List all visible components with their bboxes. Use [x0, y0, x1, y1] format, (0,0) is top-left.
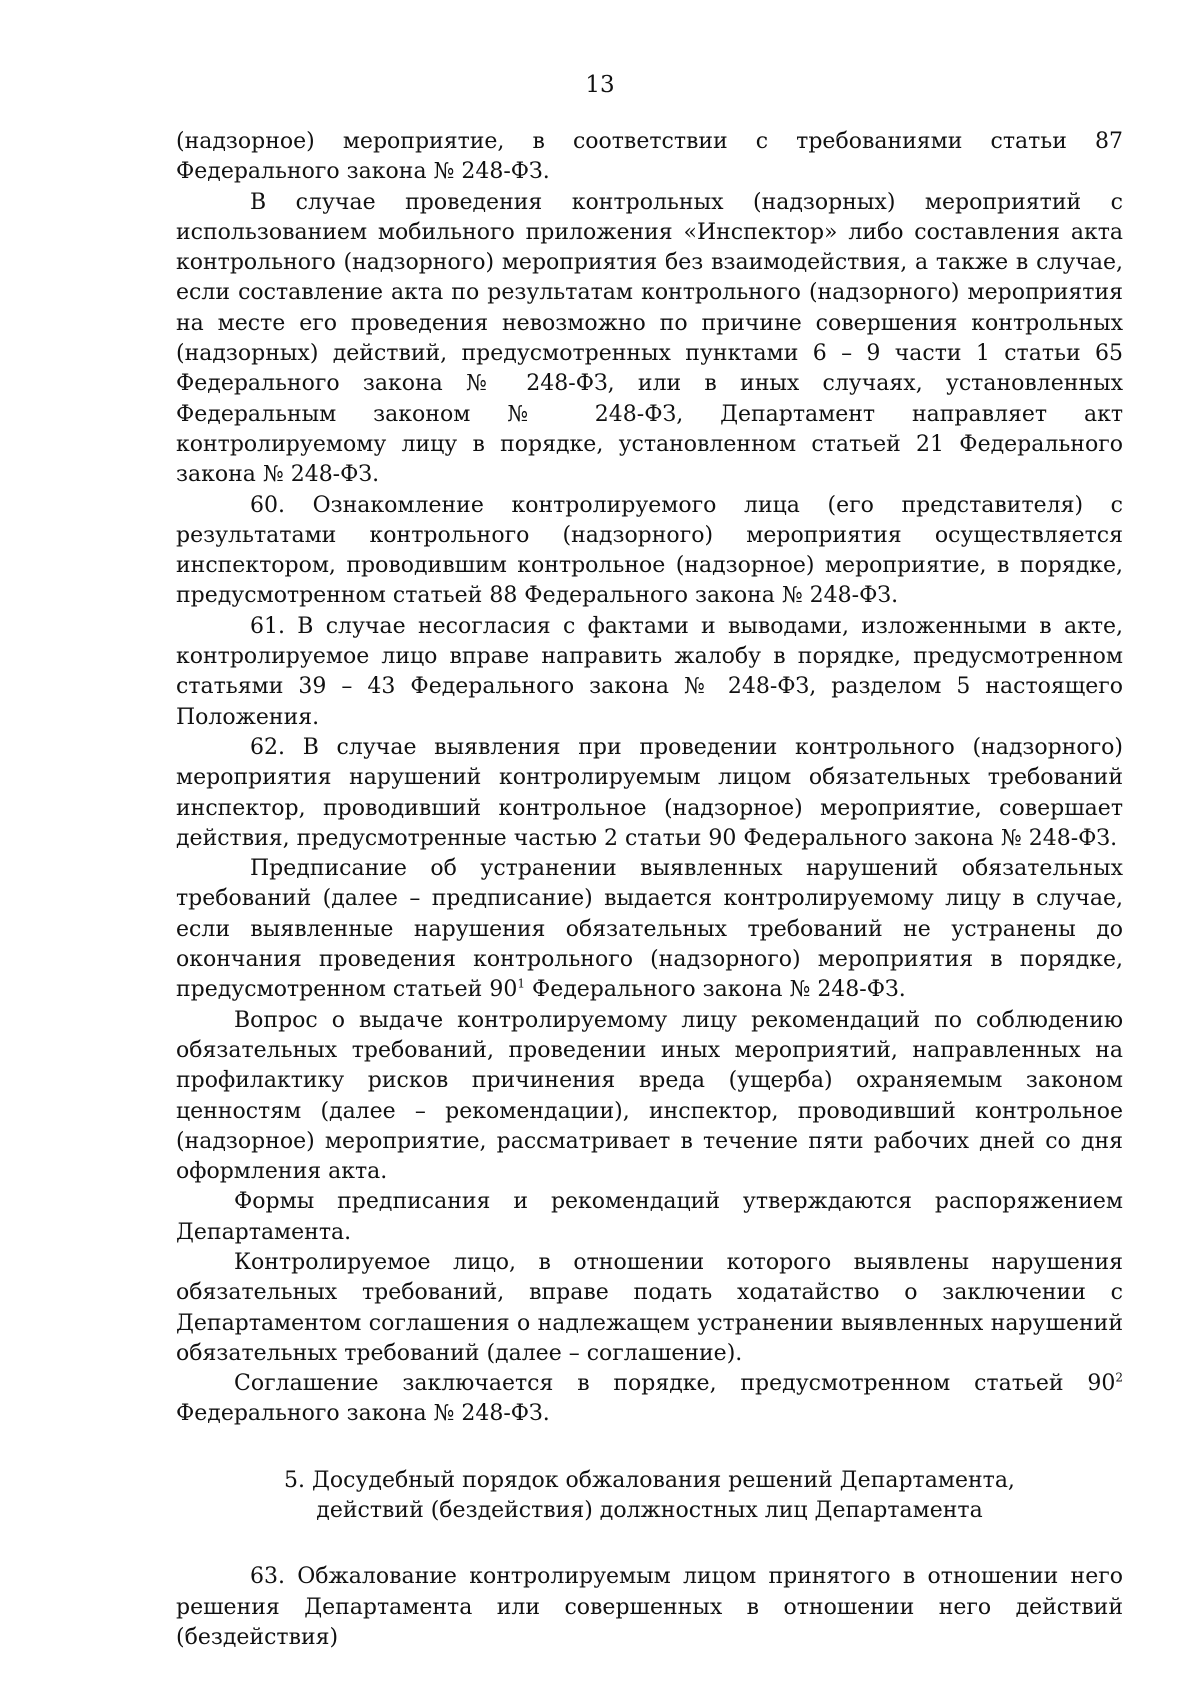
paragraph-62: 62. В случае выявления при проведении контрольного (надзорного) мероприятия нарушений контролируемым лицом обязательных требований инспектор, проводивший контрольное (надзорное) мероприятие, совершает действия, предусмотренные частью 2 статьи 90 Федерального закона № 248-ФЗ.	[176, 734, 1123, 851]
paragraph-61: 61. В случае несогласия с фактами и выводами, изложенными в акте, контролируемое лицо вправе направить жалобу в порядке, предусмотренном статьями 39 – 43 Федерального закона № 248-ФЗ, разделом 5 настоящего Положения.	[176, 613, 1123, 730]
paragraph-60: 60. Ознакомление контролируемого лица (его представителя) с результатами контрольного (надзорного) мероприятия осуществляется инспектором, проводившим контрольное (надзорное) мероприятие, в порядке, предусмотренном статьей 88 Федерального закона № 248-ФЗ.	[176, 492, 1123, 609]
agreement-superscript: 2	[1115, 1370, 1123, 1385]
document-body	[176, 127, 1123, 1653]
paragraph-inspector-app: В случае проведения контрольных (надзорных) мероприятий с использованием мобильного приложения «Инспектор» либо составления акта контрольного (надзорного) мероприятия без взаимодействия, а также в случае, если составление акта по результатам контрольного (надзорного) мероприятия на месте его проведения невозможно по причине совершения контрольных (надзорных) действий, предусмотренных пунктами 6 – 9 части 1 статьи 65 Федерального закона № 248-ФЗ, или в иных случаях, установленных Федеральным законом № 248-ФЗ, Департамент направляет акт контролируемому лицу в порядке, установленном статьей 21 Федерального закона № 248-ФЗ.	[176, 189, 1123, 488]
prescription-text: Предписание об устранении выявленных нарушений обязательных требований (далее – предписание) выдается контролируемому лицу в случае, если выявленные нарушения обязательных требований не устранены до окончания проведения контрольного (надзорного) мероприятия в порядке, предусмотренном статьей 90	[176, 856, 1123, 1003]
paragraph-continuation: (надзорное) мероприятие, в соответствии с требованиями статьи 87 Федерального закона № 248-ФЗ.	[176, 129, 1123, 185]
prescription-superscript: 1	[517, 976, 525, 991]
section-heading-line-2: действий (бездействия) должностных лиц Департамента	[316, 1498, 983, 1524]
section-heading-line-1: 5. Досудебный порядок обжалования решений Департамента,	[284, 1467, 1015, 1493]
paragraph-63: 63. Обжалование контролируемым лицом принятого в отношении него решения Департамента или совершенных в отношении него действий (бездействия)	[176, 1564, 1123, 1650]
paragraph-prescription	[176, 854, 1123, 1005]
agreement-text-end: Федерального закона № 248-ФЗ.	[176, 1401, 550, 1427]
paragraph-controlled-person: Контролируемое лицо, в отношении которого выявлены нарушения обязательных требований, вправе подать ходатайство о заключении с Департаментом соглашения о надлежащем устранении выявленных нарушений обязательных требований (далее – соглашение).	[176, 1249, 1123, 1366]
section-heading	[176, 1466, 1123, 1527]
prescription-text-end: Федерального закона № 248-ФЗ.	[524, 977, 906, 1003]
paragraph-recommendations-question: Вопрос о выдаче контролируемому лицу рекомендаций по соблюдению обязательных требований, проведении иных мероприятий, направленных на профилактику рисков причинения вреда (ущерба) охраняемым законом ценностям (далее – рекомендации), инспектор, проводивший контрольное (надзорное) мероприятие, рассматривает в течение пяти рабочих дней со дня оформления акта.	[176, 1007, 1123, 1185]
agreement-text: Соглашение заключается в порядке, предусмотренном статьей 90	[234, 1371, 1116, 1397]
paragraph-forms: Формы предписания и рекомендаций утверждаются распоряжением Департамента.	[176, 1189, 1123, 1245]
paragraph-agreement	[176, 1369, 1123, 1430]
page-number: 13	[585, 72, 615, 98]
